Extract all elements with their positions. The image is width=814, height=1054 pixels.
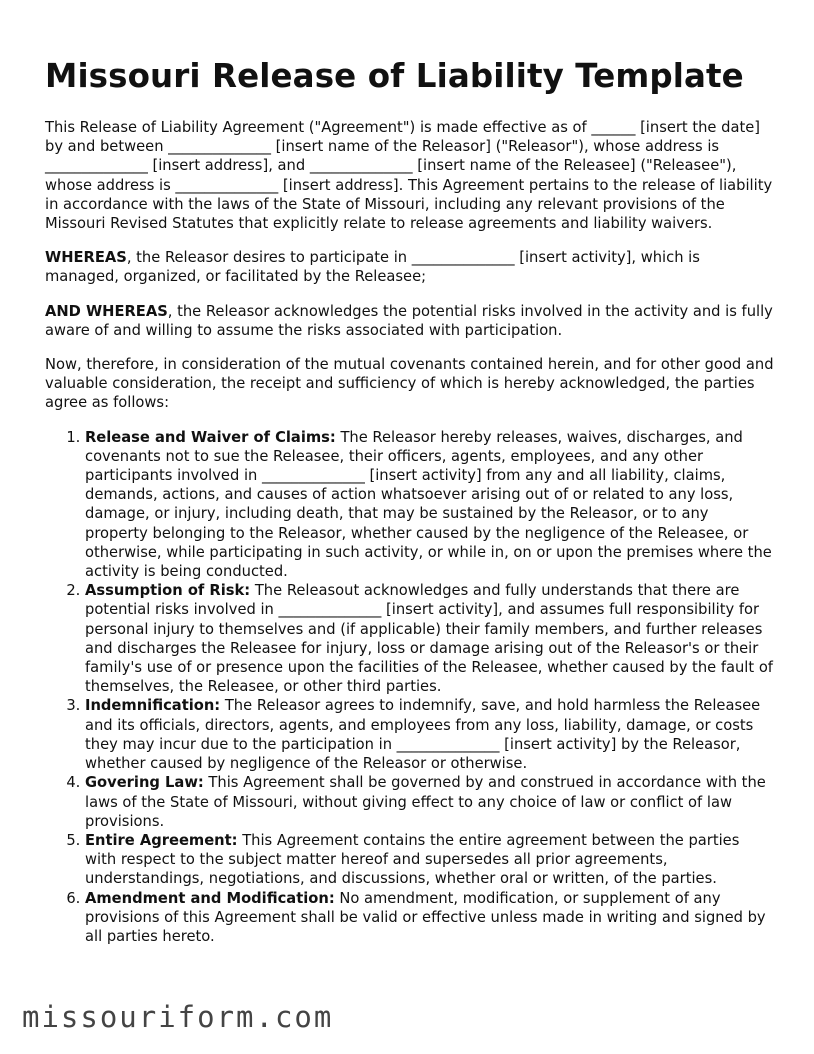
clause-heading: Indemnification:	[85, 697, 221, 715]
document-page	[45, 56, 775, 946]
clause-item-amendment	[85, 889, 775, 947]
clause-item-governing-law	[85, 773, 775, 831]
clause-heading: Entire Agreement:	[85, 831, 238, 849]
clause-text: No amendment, modification, or supplement of any provisions of this Agreement shall be valid or effective unless made in writing and signed by all parties hereto.	[85, 889, 766, 945]
clause-text: This Agreement contains the entire agreement between the parties with respect to the subject matter hereof and supersedes all prior agreements, understandings, negotiations, and discussions, whether oral or written, of the parties.	[85, 831, 740, 888]
whereas-paragraph-2	[45, 302, 775, 340]
clause-list	[45, 428, 775, 946]
consideration-paragraph: Now, therefore, in consideration of the mutual covenants contained herein, and for other good and valuable consideration, the receipt and sufficiency of which is hereby acknowledged, the parties agree as follows:	[45, 356, 774, 412]
clause-item-indemnification	[85, 696, 775, 773]
clause-text: This Agreement shall be governed by and construed in accordance with the laws of the State of Missouri, without giving effect to any choice of law or conflict of law provisions.	[85, 774, 766, 830]
clause-heading: Govering Law:	[85, 774, 204, 792]
clause-text: The Releasor hereby releases, waives, discharges, and covenants not to sue the Releasee, their officers, agents, employees, and any other participants involved in ______________ [insert activity] from any and all liability, claims, demands, actions, and causes of action whatsoever arising out of or related to any loss, damage, or injury, including death, that may be sustained by the Releasor, or to any property belonging to the Releasor, whether caused by the negligence of the Releasee, or otherwise, while participating in such activity, or while in, on or upon the premises where the activity is being conducted.	[85, 428, 772, 581]
page-title: Missouri Release of Liability Template	[45, 57, 744, 95]
and-whereas-lead: AND WHEREAS	[45, 302, 168, 320]
and-whereas-text: , the Releasor acknowledges the potential risks involved in the activity and is fully aware of and willing to assume the risks associated with participation.	[45, 302, 773, 339]
clause-item-release	[85, 428, 775, 582]
whereas-text: , the Releasor desires to participate in ______________ [insert activity], which is managed, organized, or facilitated by the Releasee;	[45, 249, 700, 286]
clause-text: The Releasout acknowledges and fully understands that there are potential risks involved in ______________ [insert activity], and assumes full responsibility for personal injury to themselves and (if applicable) their family members, and further releases and discharges the Releasee for injury, loss or damage arising out of the Releasor's or their family's use of or presence upon the facilities of the Releasee, whether caused by the fault of themselves, the Releasee, or other third parties.	[85, 582, 773, 696]
intro-paragraph: This Release of Liability Agreement ("Agreement") is made effective as of ______ [insert the date] by and between ______________ [insert name of the Releasor] ("Releasor"), whose address is ______________ [insert address], and ______________ [insert name of the Releasee] ("Releasee"), whose address is ______________ [insert address]. This Agreement pertains to the release of liability in accordance with the laws of the State of Missouri, including any relevant provisions of the Missouri Revised Statutes that explicitly relate to release agreements and liability waivers.	[45, 119, 773, 233]
clause-heading: Amendment and Modification:	[85, 889, 335, 907]
clause-heading: Assumption of Risk:	[85, 582, 251, 600]
clause-item-entire-agreement	[85, 831, 775, 889]
clause-heading: Release and Waiver of Claims:	[85, 428, 336, 446]
clause-text: The Releasor agrees to indemnify, save, and hold harmless the Releasee and its officials, directors, agents, and employees from any loss, liability, damage, or costs they may incur due to the participation in ______________ [insert activity] by the Releasor, whether caused by negligence of the Releasor or otherwise.	[85, 697, 761, 773]
whereas-lead: WHEREAS	[45, 249, 127, 267]
site-watermark: missouriform.com	[22, 1000, 334, 1034]
whereas-paragraph-1	[45, 248, 775, 286]
clause-item-assumption-of-risk	[85, 581, 775, 696]
